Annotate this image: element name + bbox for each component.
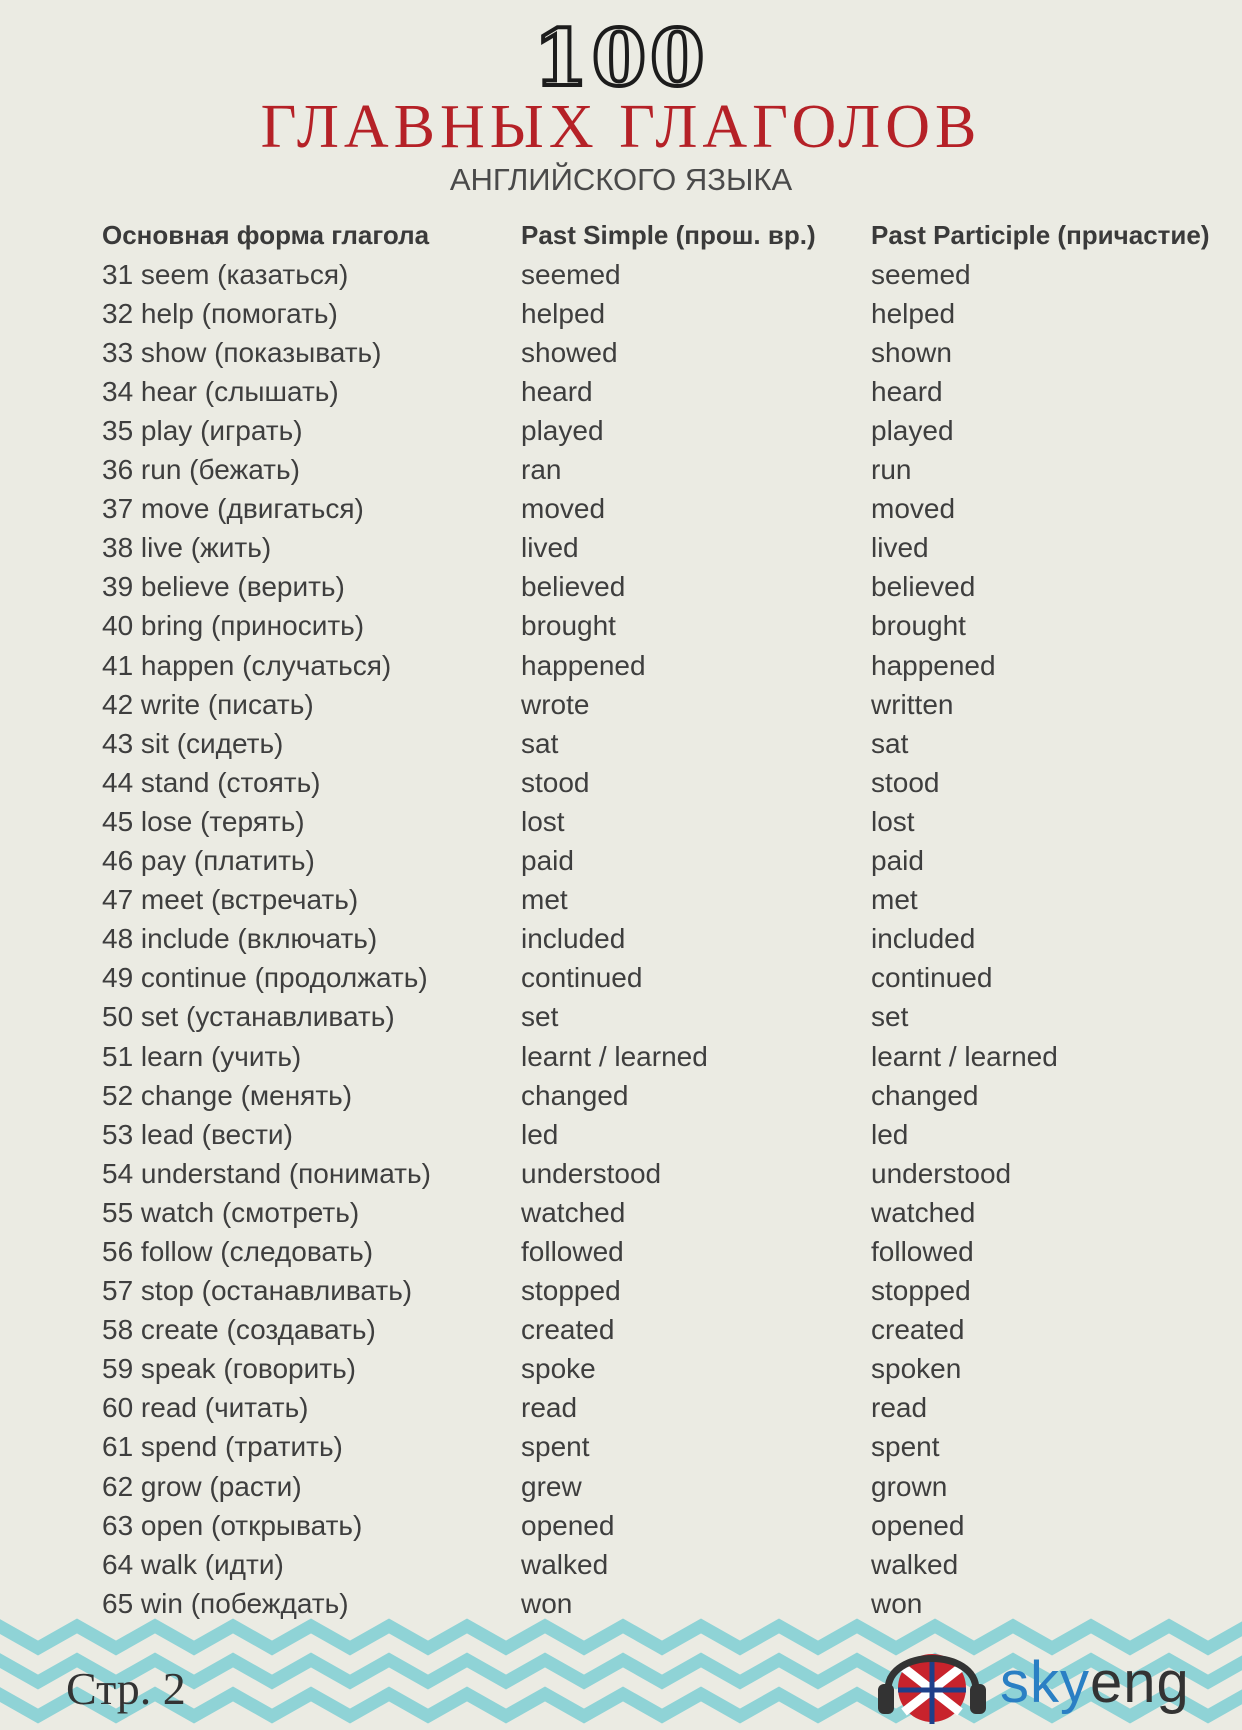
verb-table xyxy=(102,216,1242,1623)
cell-past-simple: ran xyxy=(521,454,562,486)
cell-past-simple: created xyxy=(521,1314,615,1346)
cell-past-simple: brought xyxy=(521,610,616,642)
cell-base-form: 33 show (показывать) xyxy=(102,336,382,368)
cell-past-simple: learnt / learned xyxy=(521,1040,708,1072)
cell-past-participle: watched xyxy=(871,1196,976,1228)
cell-past-participle: created xyxy=(871,1314,965,1346)
cell-past-simple: stood xyxy=(521,766,590,798)
cell-base-form: 39 believe (верить) xyxy=(102,571,345,603)
cell-past-simple: stopped xyxy=(521,1275,621,1307)
cell-past-simple: walked xyxy=(521,1548,609,1580)
logo-eng-text: eng xyxy=(1090,1650,1190,1715)
page-subtitle: АНГЛИЙСКОГО ЯЗЫКА xyxy=(449,162,793,197)
table-row xyxy=(102,1154,1242,1193)
cell-past-simple: spoke xyxy=(521,1353,596,1385)
cell-base-form: 59 speak (говорить) xyxy=(102,1353,356,1385)
table-row xyxy=(102,1467,1242,1506)
cell-past-simple: seemed xyxy=(521,258,621,290)
cell-past-simple: lived xyxy=(521,532,579,564)
cell-past-participle: led xyxy=(871,1118,909,1150)
cell-past-participle: paid xyxy=(871,845,924,877)
skyeng-logo-wordmark xyxy=(1000,1650,1190,1716)
cell-base-form: 32 help (помогать) xyxy=(102,297,338,329)
logo-sky-text: sky xyxy=(1000,1650,1090,1715)
cell-past-participle: read xyxy=(871,1392,928,1424)
cell-past-participle: written xyxy=(871,688,954,720)
cell-base-form: 43 sit (сидеть) xyxy=(102,727,284,759)
cell-base-form: 52 change (менять) xyxy=(102,1079,353,1111)
cell-base-form: 34 hear (слышать) xyxy=(102,375,339,407)
cell-past-participle: changed xyxy=(871,1079,979,1111)
cell-base-form: 42 write (писать) xyxy=(102,688,314,720)
cell-past-simple: helped xyxy=(521,297,606,329)
cell-base-form: 37 move (двигаться) xyxy=(102,493,364,525)
cell-past-simple: followed xyxy=(521,1235,624,1267)
cell-past-participle: heard xyxy=(871,375,943,407)
cell-past-simple: read xyxy=(521,1392,578,1424)
cell-past-participle: sat xyxy=(871,727,909,759)
cell-base-form: 56 follow (следовать) xyxy=(102,1235,374,1267)
cell-past-simple: won xyxy=(521,1587,573,1619)
cell-past-participle: followed xyxy=(871,1235,974,1267)
table-row xyxy=(102,411,1242,450)
cell-past-simple: believed xyxy=(521,571,626,603)
table-row xyxy=(102,1076,1242,1115)
cell-past-participle: continued xyxy=(871,962,993,994)
table-row xyxy=(102,1193,1242,1232)
cell-past-simple: sat xyxy=(521,727,559,759)
cell-past-simple: changed xyxy=(521,1079,629,1111)
cell-past-participle: moved xyxy=(871,493,956,525)
table-row xyxy=(102,646,1242,685)
page-title: ГЛАВНЫХ ГЛАГОЛОВ xyxy=(260,93,982,161)
cell-base-form: 45 lose (терять) xyxy=(102,805,305,837)
table-row xyxy=(102,294,1242,333)
cell-base-form: 36 run (бежать) xyxy=(102,454,300,486)
table-row xyxy=(102,1115,1242,1154)
cell-past-participle: included xyxy=(871,923,976,955)
cell-base-form: 31 seem (казаться) xyxy=(102,258,349,290)
cell-past-simple: watched xyxy=(521,1196,626,1228)
cell-past-participle: grown xyxy=(871,1470,948,1502)
table-row xyxy=(102,842,1242,881)
cell-past-participle: brought xyxy=(871,610,966,642)
table-row xyxy=(102,959,1242,998)
cell-past-simple: heard xyxy=(521,375,593,407)
table-row xyxy=(102,333,1242,372)
cell-base-form: 53 lead (вести) xyxy=(102,1118,293,1150)
table-row xyxy=(102,490,1242,529)
cell-base-form: 55 watch (смотреть) xyxy=(102,1196,360,1228)
cell-past-simple: led xyxy=(521,1118,559,1150)
cell-past-simple: included xyxy=(521,923,626,955)
cell-base-form: 63 open (открывать) xyxy=(102,1509,363,1541)
cell-past-simple: happened xyxy=(521,649,646,681)
cell-base-form: 41 happen (случаться) xyxy=(102,649,392,681)
table-row xyxy=(102,607,1242,646)
cell-past-simple: lost xyxy=(521,805,565,837)
cell-base-form: 57 stop (останавливать) xyxy=(102,1275,413,1307)
table-row xyxy=(102,1232,1242,1271)
cell-past-simple: continued xyxy=(521,962,643,994)
cell-past-participle: opened xyxy=(871,1509,965,1541)
table-row xyxy=(102,685,1242,724)
cell-base-form: 50 set (устанавливать) xyxy=(102,1001,395,1033)
cell-past-participle: understood xyxy=(871,1157,1012,1189)
table-row xyxy=(102,1545,1242,1584)
cell-past-participle: run xyxy=(871,454,912,486)
cell-base-form: 54 understand (понимать) xyxy=(102,1157,431,1189)
column-header-past-participle: Past Participle (причастие) xyxy=(871,220,1210,251)
cell-past-participle: learnt / learned xyxy=(871,1040,1058,1072)
cell-past-simple: played xyxy=(521,415,604,447)
cell-base-form: 49 continue (продолжать) xyxy=(102,962,428,994)
table-header xyxy=(102,216,1242,255)
skyeng-headphones-flag-logo-icon xyxy=(870,1638,988,1730)
cell-base-form: 47 meet (встречать) xyxy=(102,884,359,916)
cell-past-participle: shown xyxy=(871,336,952,368)
cell-past-simple: spent xyxy=(521,1431,590,1463)
table-row xyxy=(102,1272,1242,1311)
table-row xyxy=(102,372,1242,411)
table-row xyxy=(102,451,1242,490)
table-row xyxy=(102,881,1242,920)
cell-past-participle: stopped xyxy=(871,1275,971,1307)
table-row xyxy=(102,255,1242,294)
cell-base-form: 60 read (читать) xyxy=(102,1392,309,1424)
cell-past-participle: met xyxy=(871,884,918,916)
cell-base-form: 61 spend (тратить) xyxy=(102,1431,343,1463)
table-row xyxy=(102,529,1242,568)
table-row xyxy=(102,763,1242,802)
column-header-past-simple: Past Simple (прош. вр.) xyxy=(521,220,816,251)
cell-past-participle: lived xyxy=(871,532,929,564)
table-row xyxy=(102,920,1242,959)
table-row xyxy=(102,1506,1242,1545)
cell-past-participle: spoken xyxy=(871,1353,962,1385)
cell-base-form: 58 create (создавать) xyxy=(102,1314,376,1346)
cell-past-participle: happened xyxy=(871,649,996,681)
cell-past-participle: helped xyxy=(871,297,956,329)
cell-base-form: 65 win (побеждать) xyxy=(102,1587,349,1619)
cell-past-participle: seemed xyxy=(871,258,971,290)
table-row xyxy=(102,724,1242,763)
cell-base-form: 51 learn (учить) xyxy=(102,1040,302,1072)
table-row xyxy=(102,1311,1242,1350)
chevron-line xyxy=(0,1626,1242,1648)
cell-past-participle: won xyxy=(871,1587,923,1619)
cell-base-form: 38 live (жить) xyxy=(102,532,272,564)
page-number-label: Стр. 2 xyxy=(66,1663,186,1714)
cell-past-participle: believed xyxy=(871,571,976,603)
cell-base-form: 40 bring (приносить) xyxy=(102,610,365,642)
table-row xyxy=(102,1428,1242,1467)
table-row xyxy=(102,1389,1242,1428)
title-number: 100 xyxy=(533,13,709,104)
table-row xyxy=(102,802,1242,841)
cell-base-form: 46 pay (платить) xyxy=(102,845,315,877)
table-row xyxy=(102,1037,1242,1076)
cell-past-simple: wrote xyxy=(521,688,590,720)
cell-base-form: 48 include (включать) xyxy=(102,923,378,955)
table-row xyxy=(102,568,1242,607)
table-row xyxy=(102,998,1242,1037)
cell-base-form: 44 stand (стоять) xyxy=(102,766,321,798)
cell-past-simple: opened xyxy=(521,1509,615,1541)
cell-base-form: 62 grow (расти) xyxy=(102,1470,302,1502)
cell-past-simple: showed xyxy=(521,336,618,368)
cell-past-participle: walked xyxy=(871,1548,959,1580)
cell-past-simple: grew xyxy=(521,1470,582,1502)
cell-past-participle: set xyxy=(871,1001,909,1033)
cell-past-participle: stood xyxy=(871,766,940,798)
cell-base-form: 64 walk (идти) xyxy=(102,1548,284,1580)
cell-past-simple: understood xyxy=(521,1157,662,1189)
column-header-base-form: Основная форма глагола xyxy=(102,220,430,251)
cell-past-simple: paid xyxy=(521,845,574,877)
cell-base-form: 35 play (играть) xyxy=(102,415,303,447)
cell-past-participle: spent xyxy=(871,1431,940,1463)
cell-past-participle: lost xyxy=(871,805,915,837)
table-row xyxy=(102,1350,1242,1389)
cell-past-participle: played xyxy=(871,415,954,447)
cell-past-simple: met xyxy=(521,884,568,916)
cell-past-simple: moved xyxy=(521,493,606,525)
table-body xyxy=(102,255,1242,1623)
cell-past-simple: set xyxy=(521,1001,559,1033)
